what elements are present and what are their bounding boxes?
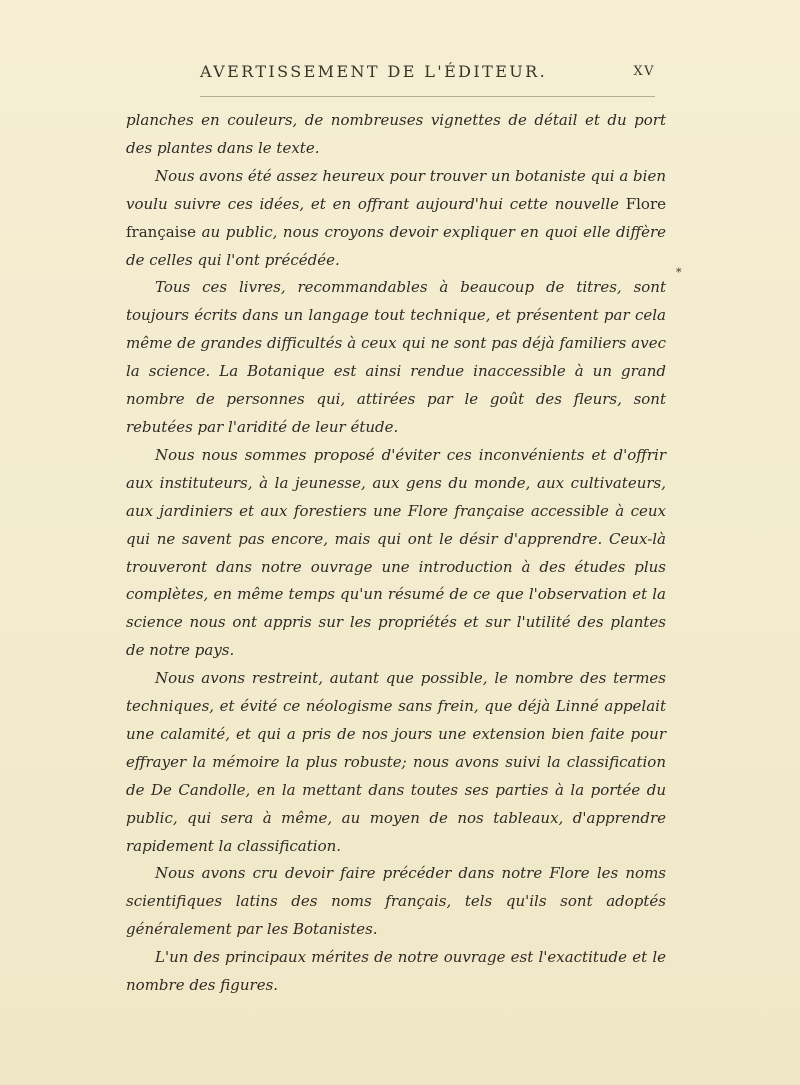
page-number: XV — [633, 64, 655, 79]
paragraph-text: au public, nous croyons devoir expliquer en quoi elle diffère de celles qui l'ont précédée. — [126, 222, 666, 269]
page-header — [0, 62, 800, 86]
paragraph: Nous nous sommes proposé d'éviter ces inconvénients et d'offrir aux instituteurs, à la jeunesse, aux gens du monde, aux cultivateurs, aux jardiniers et aux forestiers une Flore française accessible à ceux qui ne savent pas encore, mais qui ont le désir d'apprendre. Ceux-là trouveront dans notre ouvrage une introduction à des études plus complètes, en même temps qu'un résumé de ce que l'observation et la science nous ont appris sur les propriétés et sur l'utilité des plantes de notre pays. — [126, 445, 666, 660]
paragraph: L'un des principaux mérites de notre ouvrage est l'exactitude et le nombre des figures. — [126, 948, 666, 995]
margin-mark: * — [676, 266, 682, 279]
body-text — [126, 107, 666, 1000]
paragraph: Nous avons cru devoir faire précéder dans notre Flore les noms scientifiques latins des noms français, tels qu'ils sont adoptés généralement par les Botanistes. — [126, 864, 666, 939]
paragraph: planches en couleurs, de nombreuses vignettes de détail et du port des plantes dans le texte. — [126, 111, 666, 157]
paragraph: Nous avons restreint, autant que possible, le nombre des termes techniques, et évité ce néologisme sans frein, que déjà Linné appelait une calamité, et qui a pris de nos jours une extension bien faite pour effrayer la mémoire la plus robuste; nous avons suivi la classification de De Candolle, en la mettant dans toutes ses parties à la portée du public, qui sera à même, au moyen de nos tableaux, d'apprendre rapidement la classification. — [126, 669, 666, 855]
book-title-roman: Flore française — [126, 194, 666, 241]
paragraph — [126, 163, 666, 275]
paragraph: Tous ces livres, recommandables à beaucoup de titres, sont toujours écrits dans un langage tout technique, et présentent par cela même de grandes difficultés à ceux qui ne sont pas déjà familiers avec la science. La Botanique est ainsi rendue inaccessible à un grand nombre de personnes qui, attirées par le goût des fleurs, sont rebutées par l'aridité de leur étude. — [126, 278, 666, 436]
paragraph-text: Nous avons été assez heureux pour trouver un botaniste qui a bien voulu suivre ces idées, et en offrant aujourd'hui cette nouvelle — [126, 166, 666, 213]
header-rule — [200, 96, 655, 97]
running-title: AVERTISSEMENT DE L'ÉDITEUR. — [200, 62, 548, 81]
